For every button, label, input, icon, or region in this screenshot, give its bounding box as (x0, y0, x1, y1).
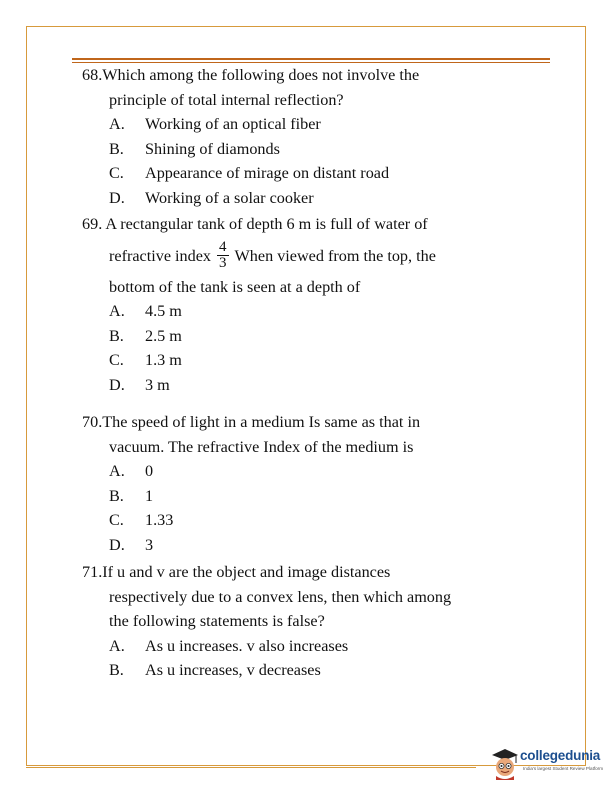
option-label: B. (109, 486, 124, 505)
question-number: 71. (82, 563, 103, 581)
question-text: A rectangular tank of depth 6 m is full of water of (105, 215, 428, 233)
collegedunia-logo[interactable] (490, 745, 608, 785)
option-text: 0 (145, 462, 154, 481)
option-text: Appearance of mirage on distant road (145, 164, 390, 183)
option-text: Working of an optical fiber (145, 115, 321, 134)
fraction-denominator: 3 (219, 255, 227, 272)
option-text: 1.33 (145, 511, 174, 530)
question-number: 70. (82, 413, 103, 431)
question-text: When viewed from the top, the (234, 246, 436, 265)
option-b (82, 658, 451, 683)
question-number: 68. (82, 66, 103, 84)
option-label: C. (109, 164, 124, 183)
question-68 (82, 63, 419, 211)
option-d (82, 186, 419, 211)
option-a (82, 112, 419, 137)
question-70-stem (82, 410, 420, 435)
graduate-mascot-icon (490, 746, 520, 780)
logo-tagline: India's largest Student Review Platform (523, 766, 604, 771)
question-number: 69. (82, 215, 103, 233)
question-71-stem (82, 560, 451, 585)
option-c (82, 508, 420, 533)
question-text: The speed of light in a medium Is same as that in (102, 413, 421, 431)
question-text: the following statements is false? (109, 612, 325, 631)
option-text: 2.5 m (145, 326, 182, 345)
fraction-numerator: 4 (219, 239, 227, 256)
question-69-stem (82, 212, 436, 237)
option-b (82, 484, 420, 509)
question-text: Which among the following does not involve the (102, 66, 420, 84)
option-label: B. (109, 326, 124, 345)
option-label: D. (109, 535, 125, 554)
question-68-stem (82, 63, 419, 88)
footer-rule (26, 767, 476, 768)
question-69 (82, 212, 436, 398)
option-d (82, 533, 420, 558)
option-label: B. (109, 139, 124, 158)
option-text: 4.5 m (145, 302, 182, 321)
question-71 (82, 560, 451, 683)
option-c (82, 161, 419, 186)
option-text: 3 m (145, 375, 170, 394)
question-text: If u and v are the object and image distances (102, 563, 391, 581)
option-label: A. (109, 636, 125, 655)
option-b (82, 324, 436, 349)
option-a (82, 459, 420, 484)
option-text: As u increases, v decreases (145, 661, 321, 680)
option-a (82, 299, 436, 324)
fraction (217, 240, 229, 271)
option-a (82, 634, 451, 659)
option-label: A. (109, 302, 125, 321)
option-text: Working of a solar cooker (145, 188, 314, 207)
question-text: bottom of the tank is seen at a depth of (109, 277, 361, 296)
option-label: A. (109, 115, 125, 134)
question-text: vacuum. The refractive Index of the medium is (109, 437, 414, 456)
question-text: refractive index (109, 246, 212, 265)
option-label: D. (109, 375, 125, 394)
question-text: principle of total internal reflection? (109, 90, 344, 109)
option-text: Shining of diamonds (145, 139, 280, 158)
option-c (82, 348, 436, 373)
question-text: respectively due to a convex lens, then which among (109, 587, 452, 606)
option-b (82, 137, 419, 162)
option-text: 1 (145, 486, 154, 505)
option-text: 3 (145, 535, 154, 554)
option-label: B. (109, 661, 124, 680)
option-text: 1.3 m (145, 351, 182, 370)
option-label: A. (109, 462, 125, 481)
option-label: C. (109, 511, 124, 530)
option-d (82, 373, 436, 398)
option-label: C. (109, 351, 124, 370)
question-70 (82, 410, 420, 558)
option-text: As u increases. v also increases (145, 636, 349, 655)
option-label: D. (109, 188, 125, 207)
question-69-line2 (82, 237, 436, 275)
logo-wordmark: collegedunia (520, 748, 601, 763)
